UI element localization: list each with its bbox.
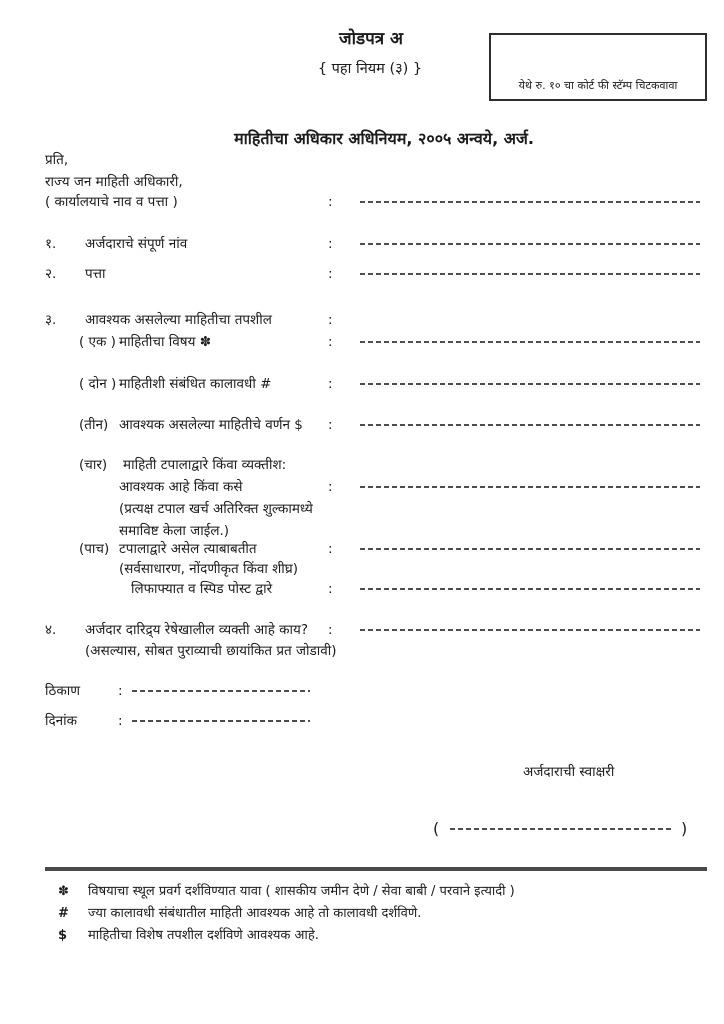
sub-item-number: ( एक ) [79,334,116,350]
item-number: ३. [45,312,57,328]
field-row-post-type-line3 [0,579,724,600]
field-row-delivery-mode-line2 [0,477,724,498]
to-label: प्रति, [45,152,69,168]
field-row-details-heading [0,310,724,331]
delivery-mode-label: माहिती टपालाद्वारे किंवा व्यक्तीश: [123,457,287,473]
field-row-period [0,374,724,395]
address-label: पत्ता [85,266,106,282]
date-label: दिनांक [45,713,78,729]
post-type-answer-line [360,548,700,550]
bpl-proof-note-label: (असल्यास, सोबत पुराव्याची छायांकित प्रत जोडावी) [85,643,337,659]
address-answer-line [360,273,700,275]
date-answer-line [132,720,310,722]
details-heading-label: आवश्यक असलेल्या माहितीचा तपशील [85,312,272,328]
colon: : [328,376,333,392]
description-label: आवश्यक असलेल्या माहितीचे वर्णन $ [119,417,303,433]
subject-label: माहितीचा विषय ✽ [119,334,212,350]
field-row-applicant-name [0,234,724,255]
field-row-delivery-mode-line1 [0,455,724,476]
footnote-special-details [0,926,724,947]
office-address-label: ( कार्यालयाचे नाव व पत्ता ) [45,194,178,210]
place-row [0,681,724,702]
place-label: ठिकाण [45,683,80,699]
signature-label: अर्जदाराची स्वाक्षरी [523,764,615,780]
colon: : [328,541,333,557]
date-row [0,711,724,732]
colon: : [328,479,333,495]
officer-label: राज्य जन माहिती अधिकारी, [45,174,183,190]
office-address-answer-line [360,201,700,203]
signature-label-row [0,762,724,783]
hash-symbol: # [58,906,69,921]
colon: : [328,334,333,350]
postal-charge-note-label: (प्रत्यक्ष टपाल खर्च अतिरिक्त शुल्कामध्ये [119,501,313,517]
colon: : [328,266,333,282]
colon: : [328,236,333,252]
sub-item-number: ( दोन ) [79,376,117,392]
field-row-delivery-mode-line3 [0,499,724,520]
envelope-answer-line [360,588,700,590]
field-row-post-type-line1 [0,539,724,560]
bpl-question-label: अर्जदार दारिद्र्य रेषेखालील व्यक्ती आहे काय? [85,622,309,638]
addressee-officer-row [0,172,724,193]
signature-line-row [0,818,724,839]
description-answer-line [360,424,700,426]
delivery-mode-answer-line [360,486,700,488]
field-row-bpl [0,620,724,641]
place-answer-line [132,690,310,692]
footnote-text: माहितीचा विशेष तपशील दर्शविणे आवश्यक आहे. [88,928,319,943]
addressee-to-row [0,150,724,171]
item-number: २. [45,266,57,282]
postal-charge-note-continued: समाविष्ट केला जाईल.) [119,523,230,539]
sub-item-number: (चार) [79,457,108,473]
subject-answer-line [360,341,700,343]
office-name-address-row [0,192,724,213]
colon: : [118,683,123,699]
item-number: ४. [45,622,57,638]
stamp-box-text: येथे रु. १० चा कोर्ट फी स्टॅम्प चिटकवावा [518,79,678,92]
colon: : [328,312,333,328]
applicant-name-answer-line [360,243,700,245]
bpl-answer-line [360,629,700,631]
sub-item-number: (तीन) [79,417,109,433]
colon: : [328,622,333,638]
period-answer-line [360,383,700,385]
annexure-title: जोडपत्र अ [338,29,404,49]
asterisk-symbol: ✽ [58,884,69,899]
signature-answer-line [450,828,674,830]
rule-reference: { पहा नियम (३) } [317,61,423,77]
envelope-speed-post-label: लिफाफ्यात व स्पिड पोस्ट द्वारे [131,581,273,597]
field-row-bpl-note [0,641,724,662]
colon: : [328,581,333,597]
colon: : [118,713,123,729]
period-label: माहितीशी संबंधित कालावधी # [119,376,272,392]
item-number: १. [45,236,57,252]
colon: : [328,194,333,210]
form-title: माहितीचा अधिकार अधिनियम, २००५ अन्वये, अर्ज. [234,129,534,148]
footnote-period [0,904,724,925]
delivery-required-label: आवश्यक आहे किंवा कसे [119,479,243,495]
post-type-label: टपालाद्वारे असेल त्याबाबतीत [119,541,257,557]
sub-item-number: (पाच) [79,541,110,557]
open-paren: ( [433,819,440,838]
footnote-subject-category [0,882,724,903]
footnote-text: ज्या कालावधी संबंधातील माहिती आवश्यक आहे तो कालावधी दर्शविणे. [88,906,422,921]
field-row-post-type-line2 [0,559,724,580]
applicant-name-label: अर्जदाराचे संपूर्ण नांव [85,236,188,252]
field-row-description [0,415,724,436]
footnote-divider-rule [45,867,707,871]
close-paren: ) [681,819,688,838]
field-row-subject [0,332,724,353]
footnote-text: विषयाचा स्थूल प्रवर्ग दर्शविण्यात यावा ( शासकीय जमीन देणे / सेवा बाबी / परवाने इत्यादी ) [88,884,515,899]
post-category-note-label: (सर्वसाधारण, नोंदणीकृत किंवा शीघ्र) [119,561,299,577]
colon: : [328,417,333,433]
dollar-symbol: $ [58,928,68,943]
court-fee-stamp-box [489,33,707,101]
field-row-address [0,264,724,285]
